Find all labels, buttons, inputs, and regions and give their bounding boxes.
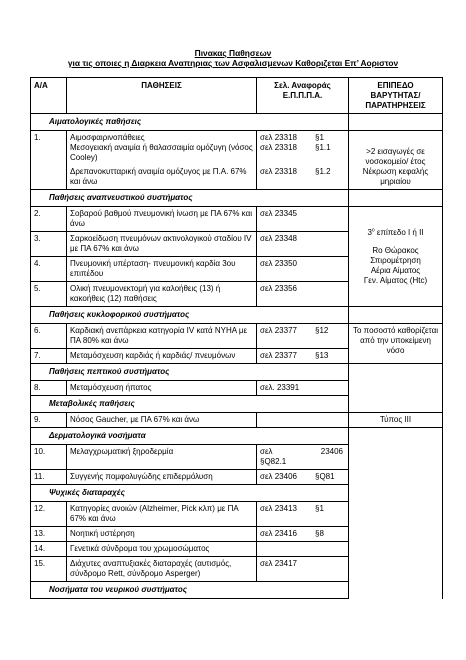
- table-row: [31, 542, 443, 557]
- page-ref: σελ 23417: [257, 557, 349, 582]
- row-number: 7.: [31, 349, 67, 364]
- row-number: 13.: [31, 527, 67, 542]
- page-ref: σελ 23318: [260, 133, 297, 142]
- header-num: Α/Α: [31, 78, 67, 114]
- table-row: [31, 557, 443, 582]
- page-ref: σελ 23318: [260, 143, 297, 152]
- row-number: 6.: [31, 324, 67, 349]
- paragraph-ref: §1.2: [315, 167, 331, 176]
- level-text: Γεν. Αίματος (Htc): [363, 275, 428, 285]
- table-row: [31, 502, 443, 527]
- row-number: 15.: [31, 557, 67, 582]
- row-number: 2.: [31, 207, 67, 232]
- paragraph-ref: §1.1: [315, 143, 331, 152]
- level-text: Αέρια Αίματος: [370, 265, 421, 275]
- level-text: 3: [367, 227, 372, 237]
- level-cell: [349, 207, 443, 307]
- section-blood: Αιματολογικές παθήσεις: [31, 114, 349, 131]
- row-number: 14.: [31, 542, 67, 557]
- section-neuro: Νοσήματα του νευρικού συστήματος: [31, 582, 349, 599]
- page-ref: σελ. 23391: [257, 381, 349, 396]
- disease-text: Διάχυτες αναπτυξιακές διαταραχές (αυτισμός, σύνδρομο Rett, σύνδρομο Asperger): [67, 557, 257, 582]
- table-row: [31, 324, 443, 349]
- disease-table: [30, 77, 443, 599]
- row-number: 11.: [31, 470, 67, 485]
- reference-cell: [257, 527, 349, 542]
- header-disease: ΠΑΘΗΣΕΙΣ: [67, 78, 257, 114]
- level-text: Ro Θώρακος: [372, 245, 419, 255]
- page-ref: σελ 23416: [260, 529, 297, 538]
- disease-text: Σοβαρού βαθμού πνευμονική ίνωση με ΠΑ 67% και άνω: [67, 207, 257, 232]
- disease-text: Μεσογειακή αναιμία ή θαλασσαιμία ομόζυγη (νόσος Cooley): [70, 143, 253, 162]
- page-ref: σελ 23413: [260, 504, 297, 513]
- disease-text: Κατηγορίες ανοιών (Alzheimer, Pick κλπ) με ΠΑ 67% και άνω: [67, 502, 257, 527]
- disease-text: Μεταμόσχευση ήπατος: [67, 381, 257, 396]
- level-text: Σπιρομέτρηση: [370, 255, 421, 265]
- page-ref: σελ 23377: [260, 326, 297, 335]
- table-row: [31, 131, 443, 190]
- level-text: ο: [371, 226, 375, 233]
- row-number: 9.: [31, 413, 67, 428]
- page-ref: 23406: [320, 447, 343, 456]
- disease-text: Νόσος Gaucher, με ΠΑ 67% και άνω: [67, 413, 257, 428]
- header-ref: Σελ. Αναφοράς Ε.Π.Π.Π.Α.: [257, 78, 349, 114]
- page-ref: σελ 23356: [257, 282, 349, 307]
- row-number: 8.: [31, 381, 67, 396]
- disease-text: Μεταμόσχευση καρδιάς ή καρδιάς/ πνευμόνων: [67, 349, 257, 364]
- page-ref: σελ 23350: [257, 257, 349, 282]
- row-number: 10.: [31, 445, 67, 470]
- paragraph-ref: §1: [315, 133, 324, 142]
- paragraph-ref: §1: [315, 504, 324, 513]
- document-subtitle: για τις οποιες η Διαρκεια Αναπηριας των Ασφαλισμενων Καθοριζεται Επ’ Αοριστον: [67, 58, 399, 68]
- disease-text: Νοητική υστέρηση: [67, 527, 257, 542]
- row-number: 1.: [31, 131, 67, 190]
- disease-text: Γενετικά σύνδρομα του χρωμοσώματος: [67, 542, 257, 557]
- page-ref: σελ 23348: [257, 232, 349, 257]
- page-ref: σελ 23377: [260, 351, 297, 360]
- section-metab: Μεταβολικές παθήσεις: [31, 396, 349, 413]
- reference-cell: [257, 349, 349, 364]
- disease-text: Ολική πνευμονεκτομή για καλοήθεις (13) ή κακοήθεις (12) παθήσεις: [67, 282, 257, 307]
- disease-text: Αιμοσφαιρινοπάθειες: [70, 133, 145, 142]
- section-circ: Παθήσεις κυκλοφορικού συστήματος: [31, 307, 349, 324]
- section-row: [31, 485, 443, 502]
- section-psych: Ψυχικές διαταραχές: [31, 485, 349, 502]
- level-text: επίπεδο Ι ή ΙΙ: [374, 227, 424, 237]
- page-ref: σελ 23406: [260, 472, 297, 481]
- section-row: [31, 190, 443, 207]
- table-row: [31, 207, 443, 232]
- paragraph-ref: §Q82.1: [260, 457, 287, 466]
- disease-text: Καρδιακή ανεπάρκεια κατηγορία IV κατά NYHA με ΠΑ 80% και άνω: [67, 324, 257, 349]
- page-ref: σελ 23318: [260, 167, 297, 176]
- disease-text: Συγγενής πομφολυγώδης επιδερμόλυση: [67, 470, 257, 485]
- page-ref: σελ 23345: [257, 207, 349, 232]
- reference-cell: [257, 470, 349, 485]
- table-row: [31, 381, 443, 396]
- paragraph-ref: §Q81: [315, 472, 335, 481]
- table-row: [31, 527, 443, 542]
- table-row: [31, 445, 443, 470]
- reference-cell: [257, 445, 349, 470]
- header-level: ΕΠΙΠΕΔΟ ΒΑΡΥΤΗΤΑΣ/ ΠΑΡΑΤΗΡΗΣΕΙΣ: [349, 78, 443, 114]
- level-cell: Το ποσοστό καθορίζεται από την υποκείμενη νόσο: [349, 324, 443, 364]
- table-row: [31, 470, 443, 485]
- paragraph-ref: §13: [315, 351, 329, 360]
- level-cell: Τύπος ΙΙΙ: [349, 413, 443, 428]
- section-row: [31, 428, 443, 445]
- paragraph-ref: §8: [315, 529, 324, 538]
- paragraph-ref: §12: [315, 326, 329, 335]
- section-digest: Παθήσεις πεπτικού συστήματος: [31, 364, 349, 381]
- reference-cell: [257, 131, 349, 190]
- table-row: [31, 413, 443, 428]
- disease-text: Πνευμονική υπέρταση- πνευμονική καρδία 3ου επιπέδου: [67, 257, 257, 282]
- row-number: 4.: [31, 257, 67, 282]
- section-row: [31, 364, 443, 381]
- section-row: [31, 396, 443, 413]
- row-number: 5.: [31, 282, 67, 307]
- disease-text: Δρεπανοκυτταρική αναιμία ομόζυγος με Π.Α. 67% και άνω: [70, 167, 247, 186]
- section-resp: Παθήσεις αναπνευστικού συστήματος: [31, 190, 349, 207]
- reference-cell: [257, 502, 349, 527]
- disease-text: Μελαγχρωματική ξηροδερμία: [67, 445, 257, 470]
- document-title: Πινακας Παθησεων: [194, 48, 272, 58]
- disease-cell: [67, 131, 257, 190]
- table-header-row: [31, 78, 443, 114]
- section-row: [31, 114, 443, 131]
- page-ref: σελ: [260, 447, 273, 456]
- reference-cell: [257, 324, 349, 349]
- section-row: [31, 307, 443, 324]
- section-skin: Δερματολογικά νοσήματα: [31, 428, 349, 445]
- row-number: 12.: [31, 502, 67, 527]
- level-cell: >2 εισαγωγές σε νοσοκομείο/ έτος Νέκρωση κεφαλής μηριαίου: [349, 131, 443, 190]
- row-number: 3.: [31, 232, 67, 257]
- disease-text: Σαρκοείδωση πνευμόνων ακτινολογικού σταδίου IV με ΠΑ 67% και άνω: [67, 232, 257, 257]
- section-row: [31, 582, 443, 599]
